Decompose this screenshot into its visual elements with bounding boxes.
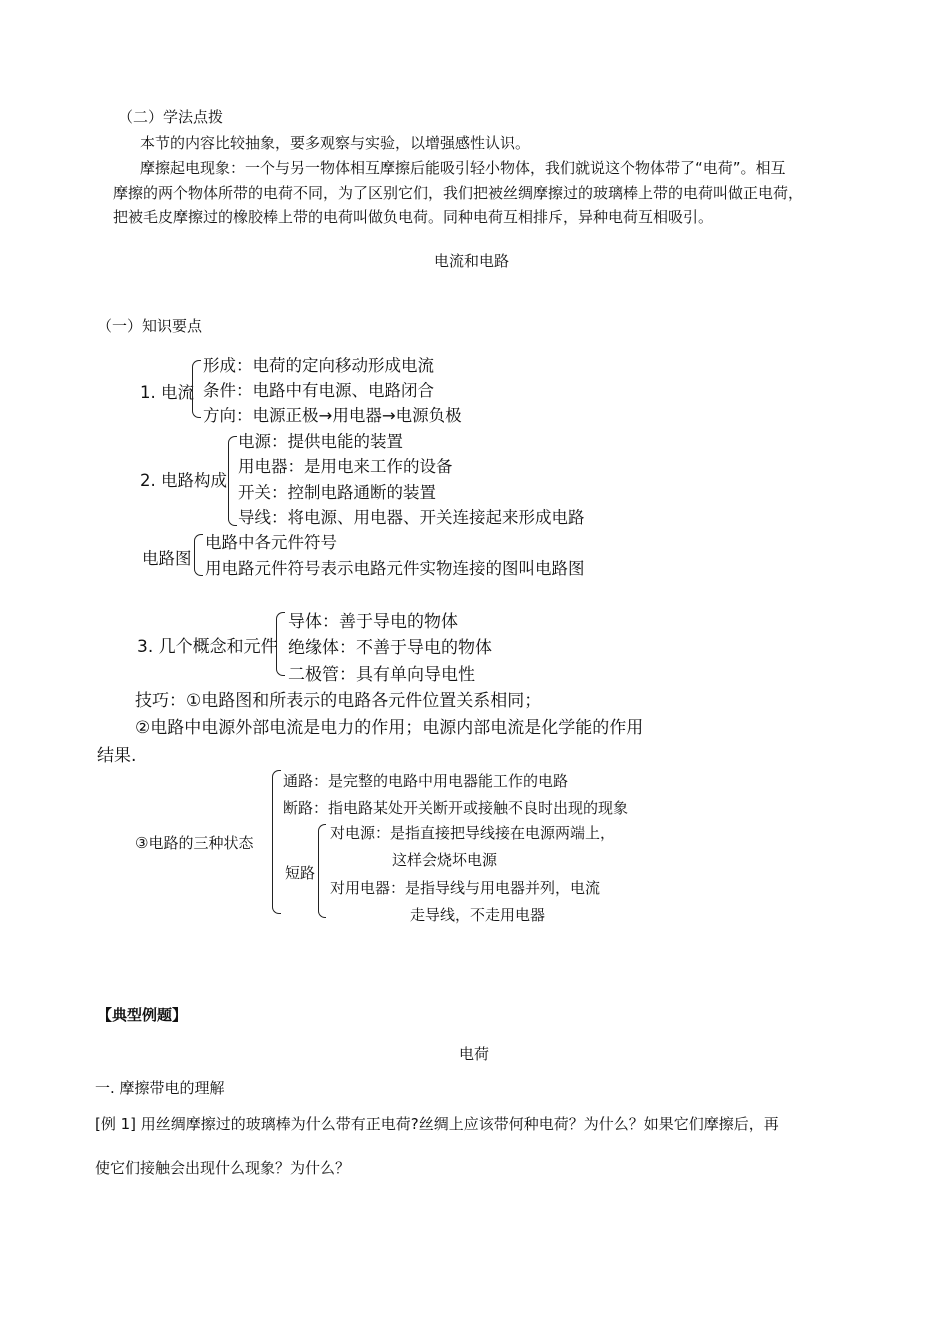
states-label: ③电路的三种状态 xyxy=(135,834,254,852)
current-label: 1. 电流 xyxy=(140,383,194,402)
current-item-formation: 形成：电荷的定向移动形成电流 xyxy=(203,356,434,375)
diagram-item-definition: 用电路元件符号表示电路元件实物连接的图叫电路图 xyxy=(205,559,585,578)
example-1-line-2: 使它们接触会出现什么现象？为什么？ xyxy=(95,1159,351,1177)
charge-title: 电荷 xyxy=(459,1045,490,1063)
structure-item-power: 电源：提供电能的装置 xyxy=(238,432,403,451)
short-brace xyxy=(318,824,326,918)
states-open-circuit: 通路：是完整的电路中用电器能工作的电路 xyxy=(283,772,569,790)
short-device-line-2: 走导线，不走用电器 xyxy=(410,906,546,924)
states-short-label: 短路 xyxy=(285,864,316,882)
structure-brace xyxy=(228,436,237,526)
study-heading: （二）学法点拨 xyxy=(118,108,224,126)
concepts-item-insulator: 绝缘体：不善于导电的物体 xyxy=(288,638,492,658)
short-device-line-1: 对用电器：是指导线与用电器并列，电流 xyxy=(330,879,601,897)
structure-item-wire: 导线：将电源、用电器、开关连接起来形成电路 xyxy=(238,508,585,527)
short-power-line-2: 这样会烧坏电源 xyxy=(392,851,498,869)
tips-line-3: 结果. xyxy=(97,746,137,766)
diagram-brace xyxy=(194,534,203,576)
study-paragraph-2-line-2: 摩擦的两个物体所带的电荷不同，为了区别它们，我们把被丝绸摩擦过的玻璃棒上带的电荷叫做正电荷， xyxy=(113,184,804,202)
example-1-line-1: [例 1] 用丝绸摩擦过的玻璃棒为什么带有正电荷?丝绸上应该带何种电荷？为什么？如果它们摩擦后，再 xyxy=(95,1115,779,1133)
topic-1: 一. 摩擦带电的理解 xyxy=(95,1079,225,1097)
current-item-condition: 条件：电路中有电源、电路闭合 xyxy=(203,381,434,400)
structure-item-switch: 开关：控制电路通断的装置 xyxy=(238,483,436,502)
current-brace xyxy=(192,360,201,418)
diagram-item-symbols: 电路中各元件符号 xyxy=(205,533,337,552)
tips-line-1: 技巧：①电路图和所表示的电路各元件位置关系相同； xyxy=(135,691,542,711)
study-paragraph-2-line-1: 摩擦起电现象：一个与另一物体相互摩擦后能吸引轻小物体，我们就说这个物体带了“电荷”。相互 xyxy=(140,159,786,177)
concepts-label: 3. 几个概念和元件 xyxy=(137,637,278,657)
study-paragraph-2-line-3: 把被毛皮摩擦过的橡胶棒上带的电荷叫做负电荷。同种电荷互相排斥，异种电荷互相吸引。 xyxy=(113,208,714,226)
study-paragraph-1: 本节的内容比较抽象，要多观察与实验，以增强感性认识。 xyxy=(140,134,531,152)
concepts-item-conductor: 导体：善于导电的物体 xyxy=(288,612,458,632)
knowledge-heading: （一）知识要点 xyxy=(97,317,203,335)
states-brace xyxy=(272,770,281,914)
states-broken-circuit: 断路：指电路某处开关断开或接触不良时出现的现象 xyxy=(283,799,629,817)
section-title-circuit: 电流和电路 xyxy=(434,252,510,270)
concepts-item-diode: 二极管：具有单向导电性 xyxy=(288,665,475,685)
diagram-label: 电路图 xyxy=(142,549,192,568)
structure-item-device: 用电器：是用电来工作的设备 xyxy=(238,457,453,476)
structure-label: 2. 电路构成 xyxy=(140,471,227,490)
concepts-brace xyxy=(276,612,285,676)
current-item-direction: 方向：电源正极→用电器→电源负极 xyxy=(203,406,462,425)
tips-line-2: ②电路中电源外部电流是电力的作用；电源内部电流是化学能的作用 xyxy=(135,718,644,738)
short-power-line-1: 对电源：是指直接把导线接在电源两端上， xyxy=(330,824,616,842)
examples-heading: 【典型例题】 xyxy=(97,1006,188,1024)
